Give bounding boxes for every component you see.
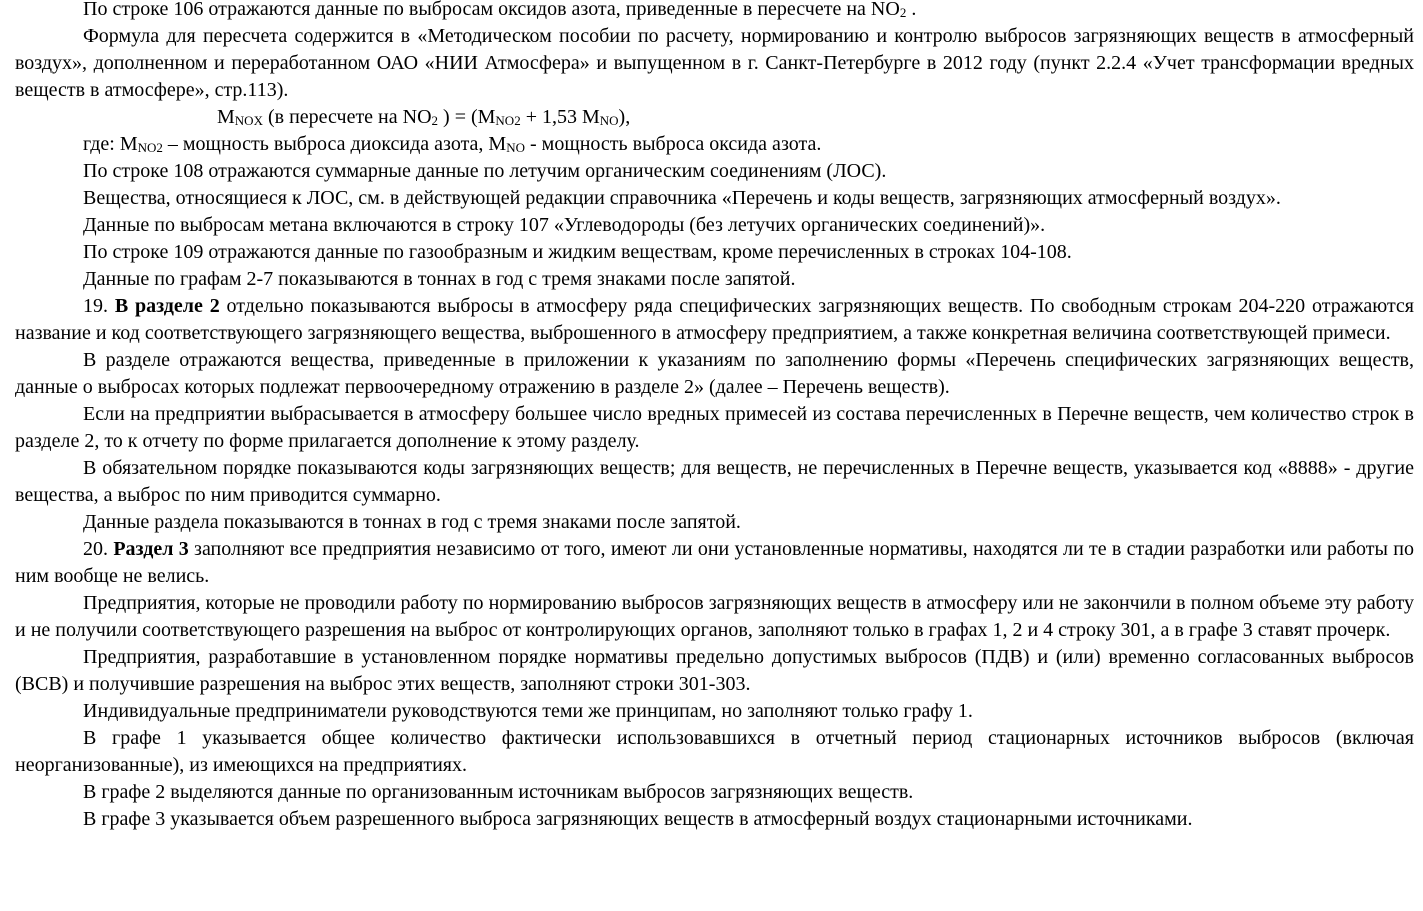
paragraph-codes: В обязательном порядке показываются коды загрязняющих веществ; для веществ, не перечисленных в Перечне веществ, указывается код «8888» - другие вещества, а выброс по ним приводится суммарно. bbox=[15, 457, 1414, 506]
paragraph-formula-source: Формула для пересчета содержится в «Методическом пособии по расчету, нормированию и контролю выбросов загрязняющих веществ в атмосферный воздух», дополненном и переработанном ОАО «НИИ Атмосфера» и выпущенном в г. Санкт-Петербурге в 2012 году (пункт 2.2.4 «Учет трансформации вредных веществ в атмосфере», стр.113). bbox=[15, 25, 1414, 101]
paragraph-los-reference: Вещества, относящиеся к ЛОС, см. в действующей редакции справочника «Перечень и коды веществ, загрязняющих атмосферный воздух». bbox=[83, 187, 1281, 209]
subscript: 2 bbox=[899, 5, 907, 20]
formula-legend: где: $M_{NO2}$ – мощность выброса диоксида азота, $M_{NO}$ - мощность выброса оксида азота. bbox=[83, 133, 822, 155]
paragraph-column-1: В графе 1 указывается общее количество фактически использовавшихся в отчетный период стационарных источников выбросов (включая неорганизованные), из имеющихся на предприятиях. bbox=[15, 727, 1414, 776]
paragraph-substance-list: В разделе отражаются вещества, приведенные в приложении к указаниям по заполнению формы «Перечень специфических загрязняющих веществ, данные о выбросах которых подлежат первоочередному отражению в разделе 2» (далее – Перечень веществ). bbox=[15, 349, 1414, 398]
paragraph-section-3: 20. Раздел 3 заполняют все предприятия независимо от того, имеют ли они установленные нормативы, находятся ли те в стадии разработки или работы по ним вообще не велись. bbox=[15, 538, 1414, 587]
paragraph-methane: Данные по выбросам метана включаются в строку 107 «Углеводороды (без летучих органических соединений)». bbox=[83, 214, 1046, 236]
paragraph-column-3: В графе 3 указывается объем разрешенного выброса загрязняющих веществ в атмосферный воздух стационарными источниками. bbox=[83, 808, 1193, 830]
formula-line: $M_{NOX}$ (в пересчете на $NO_2$ ) = ($M_{NO2} + 1,53$ $M_{NO}$), bbox=[217, 106, 631, 128]
paragraph-row-109: По строке 109 отражаются данные по газообразным и жидким веществам, кроме перечисленных в строках 104-108. bbox=[83, 241, 1072, 263]
paragraph-entrepreneurs: Индивидуальные предприниматели руководствуются теми же принципам, но заполняют только графу 1. bbox=[83, 700, 973, 722]
section-heading: Раздел 3 bbox=[113, 538, 189, 560]
section-heading: В разделе 2 bbox=[114, 295, 220, 317]
paragraph-section-units: Данные раздела показываются в тоннах в год с тремя знаками после запятой. bbox=[83, 511, 741, 533]
paragraph-supplement: Если на предприятии выбрасывается в атмосферу большее число вредных примесей из состава перечисленных в Перечне веществ, чем количество строк в разделе 2, то к отчету по форме прилагается дополнение к этому разделу. bbox=[15, 403, 1414, 452]
paragraph-units-2-7: Данные по графам 2-7 показываются в тоннах в год с тремя знаками после запятой. bbox=[83, 268, 796, 290]
paragraph-row-106: По строке 106 отражаются данные по выбросам оксидов азота, приведенные в пересчете на $NO_2$ . bbox=[83, 0, 917, 20]
paragraph-column-2: В графе 2 выделяются данные по организованным источникам выбросов загрязняющих веществ. bbox=[83, 781, 914, 803]
paragraph-no-standards: Предприятия, которые не проводили работу по нормированию выбросов загрязняющих веществ в атмосферу или не закончили в полном объеме эту работу и не получили соответствующего разрешения на выброс от контролирующих органов, заполняют только в графах 1, 2 и 4 строку 301, а в графе 3 ставят прочерк. bbox=[15, 592, 1414, 641]
paragraph-pdv-vsv: Предприятия, разработавшие в установленном порядке нормативы предельно допустимых выбросов (ПДВ) и (или) временно согласованных выбросов (ВСВ) и получившие разрешения на выброс этих веществ, заполняют строки 301-303. bbox=[15, 646, 1414, 695]
paragraph-row-108: По строке 108 отражаются суммарные данные по летучим органическим соединениям (ЛОС). bbox=[83, 160, 887, 182]
paragraph-section-2: 19. В разделе 2 отдельно показываются выбросы в атмосферу ряда специфических загрязняющих веществ. По свободным строкам 204-220 отражаются название и код соответствующего загрязняющего вещества, выброшенного в атмосферу предприятием, а также конкретная величина соответствующей примеси. bbox=[15, 295, 1415, 344]
